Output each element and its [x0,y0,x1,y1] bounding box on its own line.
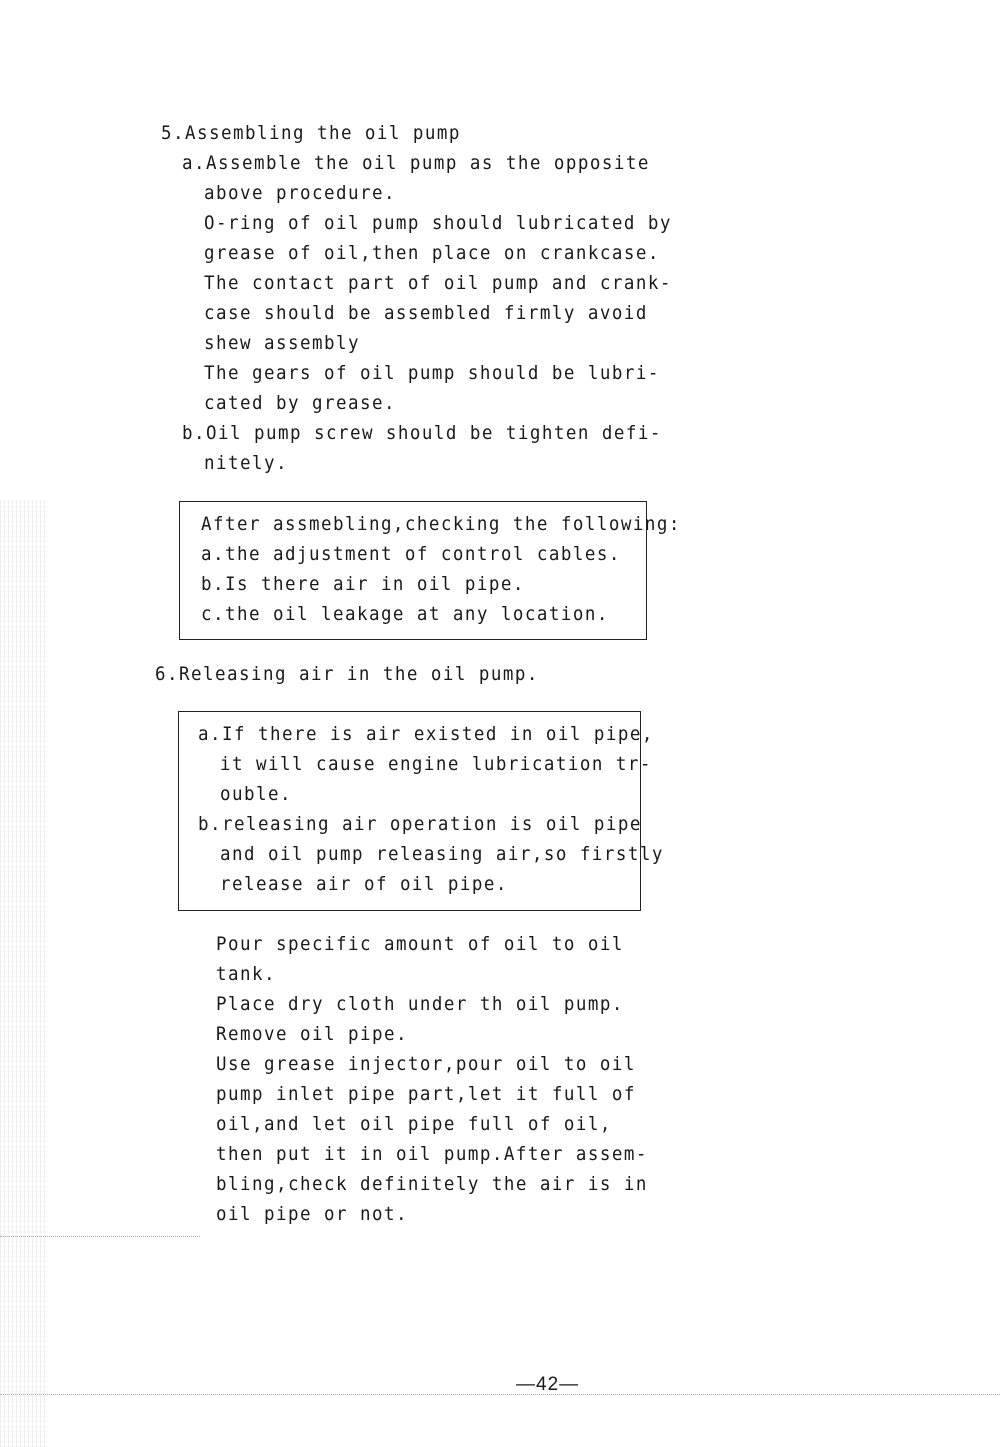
note-text: release air of oil pipe. [220,873,508,895]
step-text: above procedure. [204,182,396,204]
procedure-text: tank. [216,963,276,985]
step-text: case should be assembled firmly avoid [204,302,648,324]
step-text: nitely. [204,452,288,474]
note-text: it will cause engine lubrication tr- [220,753,652,775]
procedure-text: Remove oil pipe. [216,1023,408,1045]
scan-divider-line [0,1236,200,1237]
procedure-text: pump inlet pipe part,let it full of [216,1083,636,1105]
step-text: grease of oil,then place on crankcase. [204,242,660,264]
step-text: O-ring of oil pump should lubricated by [204,212,672,234]
procedure-text: oil,and let oil pipe full of oil, [216,1113,612,1135]
section-5-heading: 5.Assembling the oil pump [161,122,461,144]
procedure-text: oil pipe or not. [216,1203,408,1225]
section-6-heading: 6.Releasing air in the oil pump. [155,663,539,685]
procedure-text: Pour specific amount of oil to oil [216,933,624,955]
note-text: a.If there is air existed in oil pipe, [198,723,654,745]
step-text: The contact part of oil pump and crank- [204,272,672,294]
procedure-text: Place dry cloth under th oil pump. [216,993,624,1015]
procedure-text: then put it in oil pump.After assem- [216,1143,648,1165]
step-text: b.Oil pump screw should be tighten defi- [182,422,662,444]
check-item: c.the oil leakage at any location. [201,603,609,625]
scan-edge-artifact [0,500,48,1447]
check-box-title: After assmebling,checking the following: [201,513,681,535]
note-text: and oil pump releasing air,so firstly [220,843,664,865]
procedure-text: Use grease injector,pour oil to oil [216,1053,636,1075]
step-text: cated by grease. [204,392,396,414]
step-text: a.Assemble the oil pump as the opposite [182,152,650,174]
check-item: b.Is there air in oil pipe. [201,573,525,595]
page-number: —42— [516,1374,580,1395]
scan-divider-line [0,1394,1000,1395]
step-text: The gears of oil pump should be lubri- [204,362,660,384]
note-text: b.releasing air operation is oil pipe [198,813,642,835]
step-text: shew assembly [204,332,360,354]
note-text: ouble. [220,783,292,805]
procedure-text: bling,check definitely the air is in [216,1173,648,1195]
check-item: a.the adjustment of control cables. [201,543,621,565]
